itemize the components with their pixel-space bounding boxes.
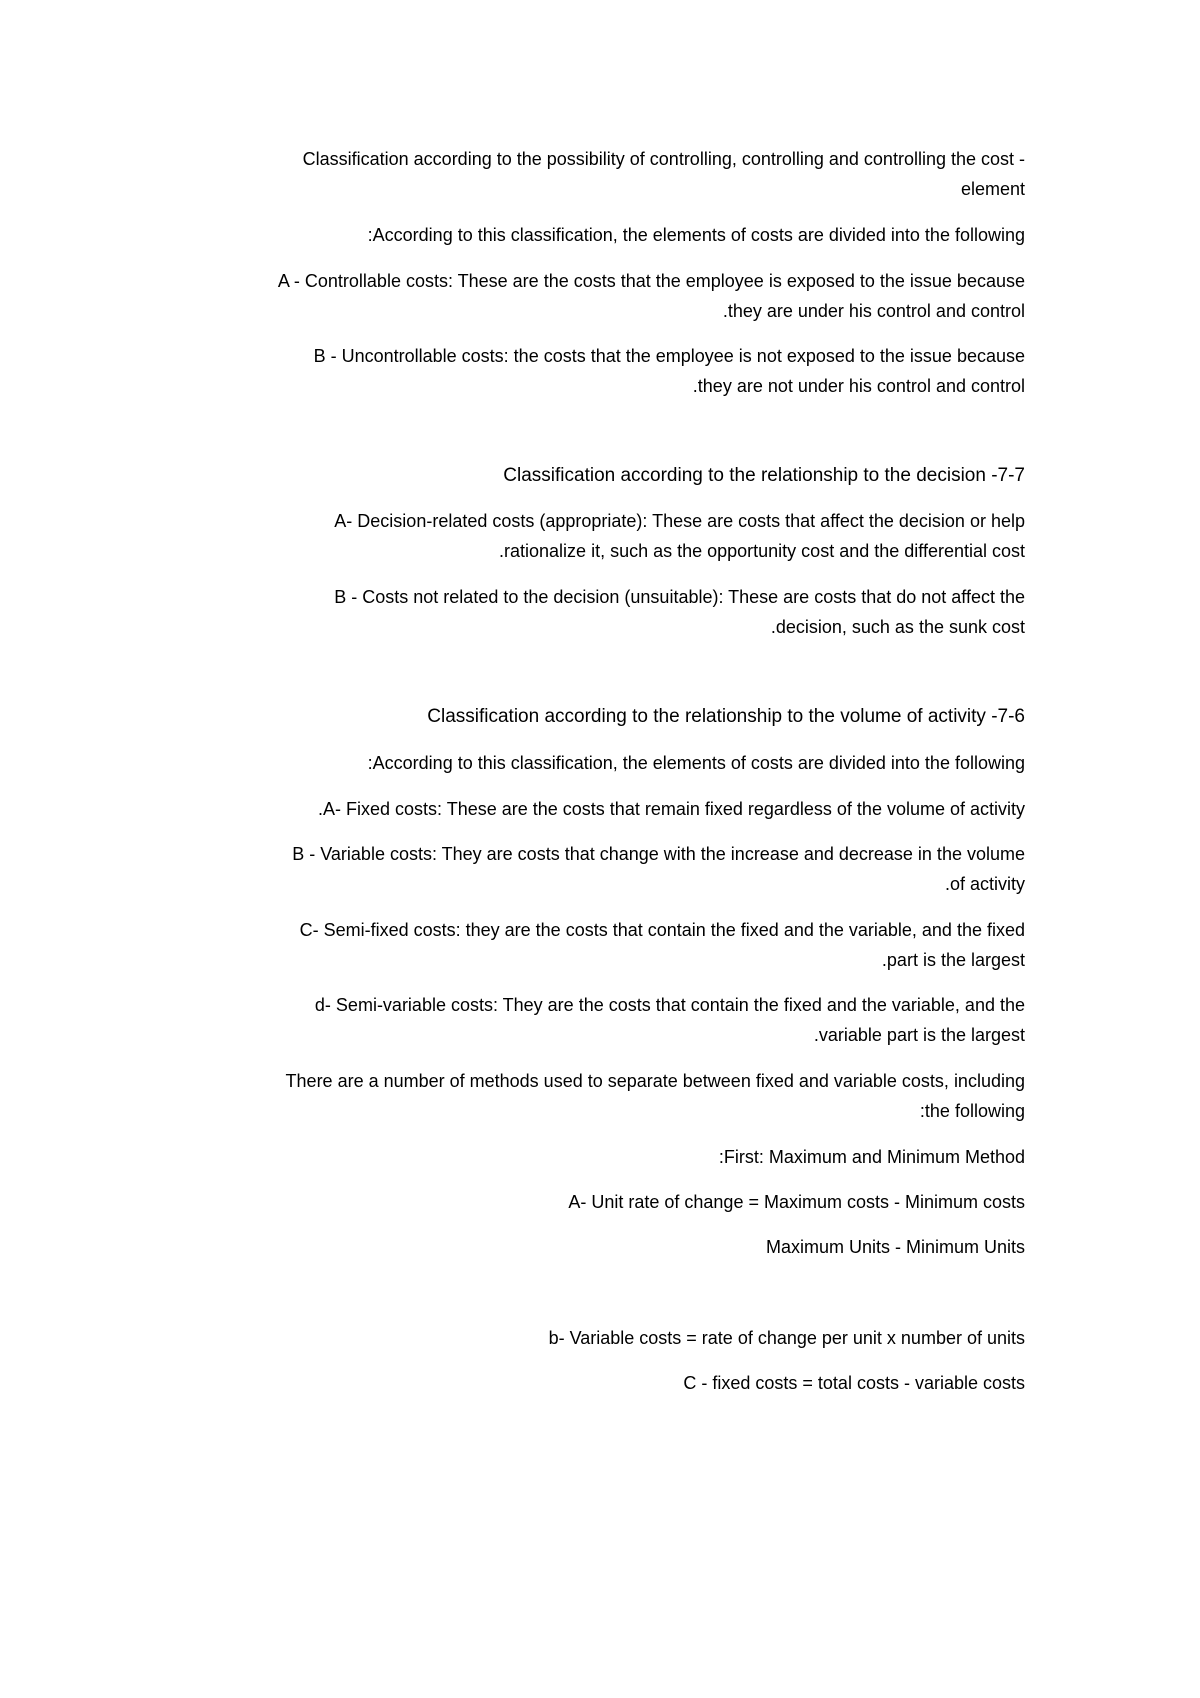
uncontrollable-costs-line1: B - Uncontrollable costs: the costs that the employee is not exposed to the issue because [313,346,1025,366]
semi-fixed-costs-line1: C- Semi-fixed costs: they are the costs that contain the fixed and the variable, and the fixed [299,920,1025,940]
controllable-costs-line1: A - Controllable costs: These are the costs that the employee is exposed to the issue because [277,271,1025,291]
methods-intro-line1: There are a number of methods used to separate between fixed and variable costs, including [285,1071,1025,1091]
formula-variable-costs: b- Variable costs = rate of change per unit x number of units [548,1328,1025,1348]
first-method: :First: Maximum and Minimum Method [718,1147,1025,1167]
semi-variable-costs-line2: .variable part is the largest [813,1025,1025,1045]
decision-heading: Classification according to the relationship to the decision -7-7 [503,465,1025,486]
fixed-costs: .A- Fixed costs: These are the costs that remain fixed regardless of the volume of activity [318,799,1025,819]
formula-unit-rate: A- Unit rate of change = Maximum costs - Minimum costs [568,1192,1025,1212]
controllability-intro: :According to this classification, the elements of costs are divided into the following [367,225,1025,245]
semi-variable-costs-line1: d- Semi-variable costs: They are the costs that contain the fixed and the variable, and the [314,995,1025,1015]
activity-heading: Classification according to the relationship to the volume of activity -7-6 [427,706,1025,727]
activity-intro: :According to this classification, the elements of costs are divided into the following [367,753,1025,773]
variable-costs-line1: B - Variable costs: They are costs that change with the increase and decrease in the volume [292,844,1025,864]
variable-costs-line2: .of activity [944,874,1025,894]
controllable-costs-line2: .they are under his control and control [722,301,1025,321]
decision-related-costs-line1: A- Decision-related costs (appropriate): These are costs that affect the decision or help [334,511,1025,531]
controllability-heading-line1: Classification according to the possibility of controlling, controlling and controlling the cost - [302,149,1025,169]
formula-unit-rate-denominator: Maximum Units - Minimum Units [765,1237,1025,1257]
uncontrollable-costs-line2: .they are not under his control and control [692,376,1025,396]
controllability-heading-line2: element [960,179,1025,199]
semi-fixed-costs-line2: .part is the largest [881,950,1025,970]
methods-intro-line2: :the following [919,1101,1025,1121]
decision-unrelated-costs-line1: B - Costs not related to the decision (unsuitable): These are costs that do not affect the [334,587,1025,607]
formula-fixed-costs: C - fixed costs = total costs - variable costs [683,1373,1025,1393]
decision-unrelated-costs-line2: .decision, such as the sunk cost [770,617,1025,637]
decision-related-costs-line2: .rationalize it, such as the opportunity cost and the differential cost [499,541,1025,561]
